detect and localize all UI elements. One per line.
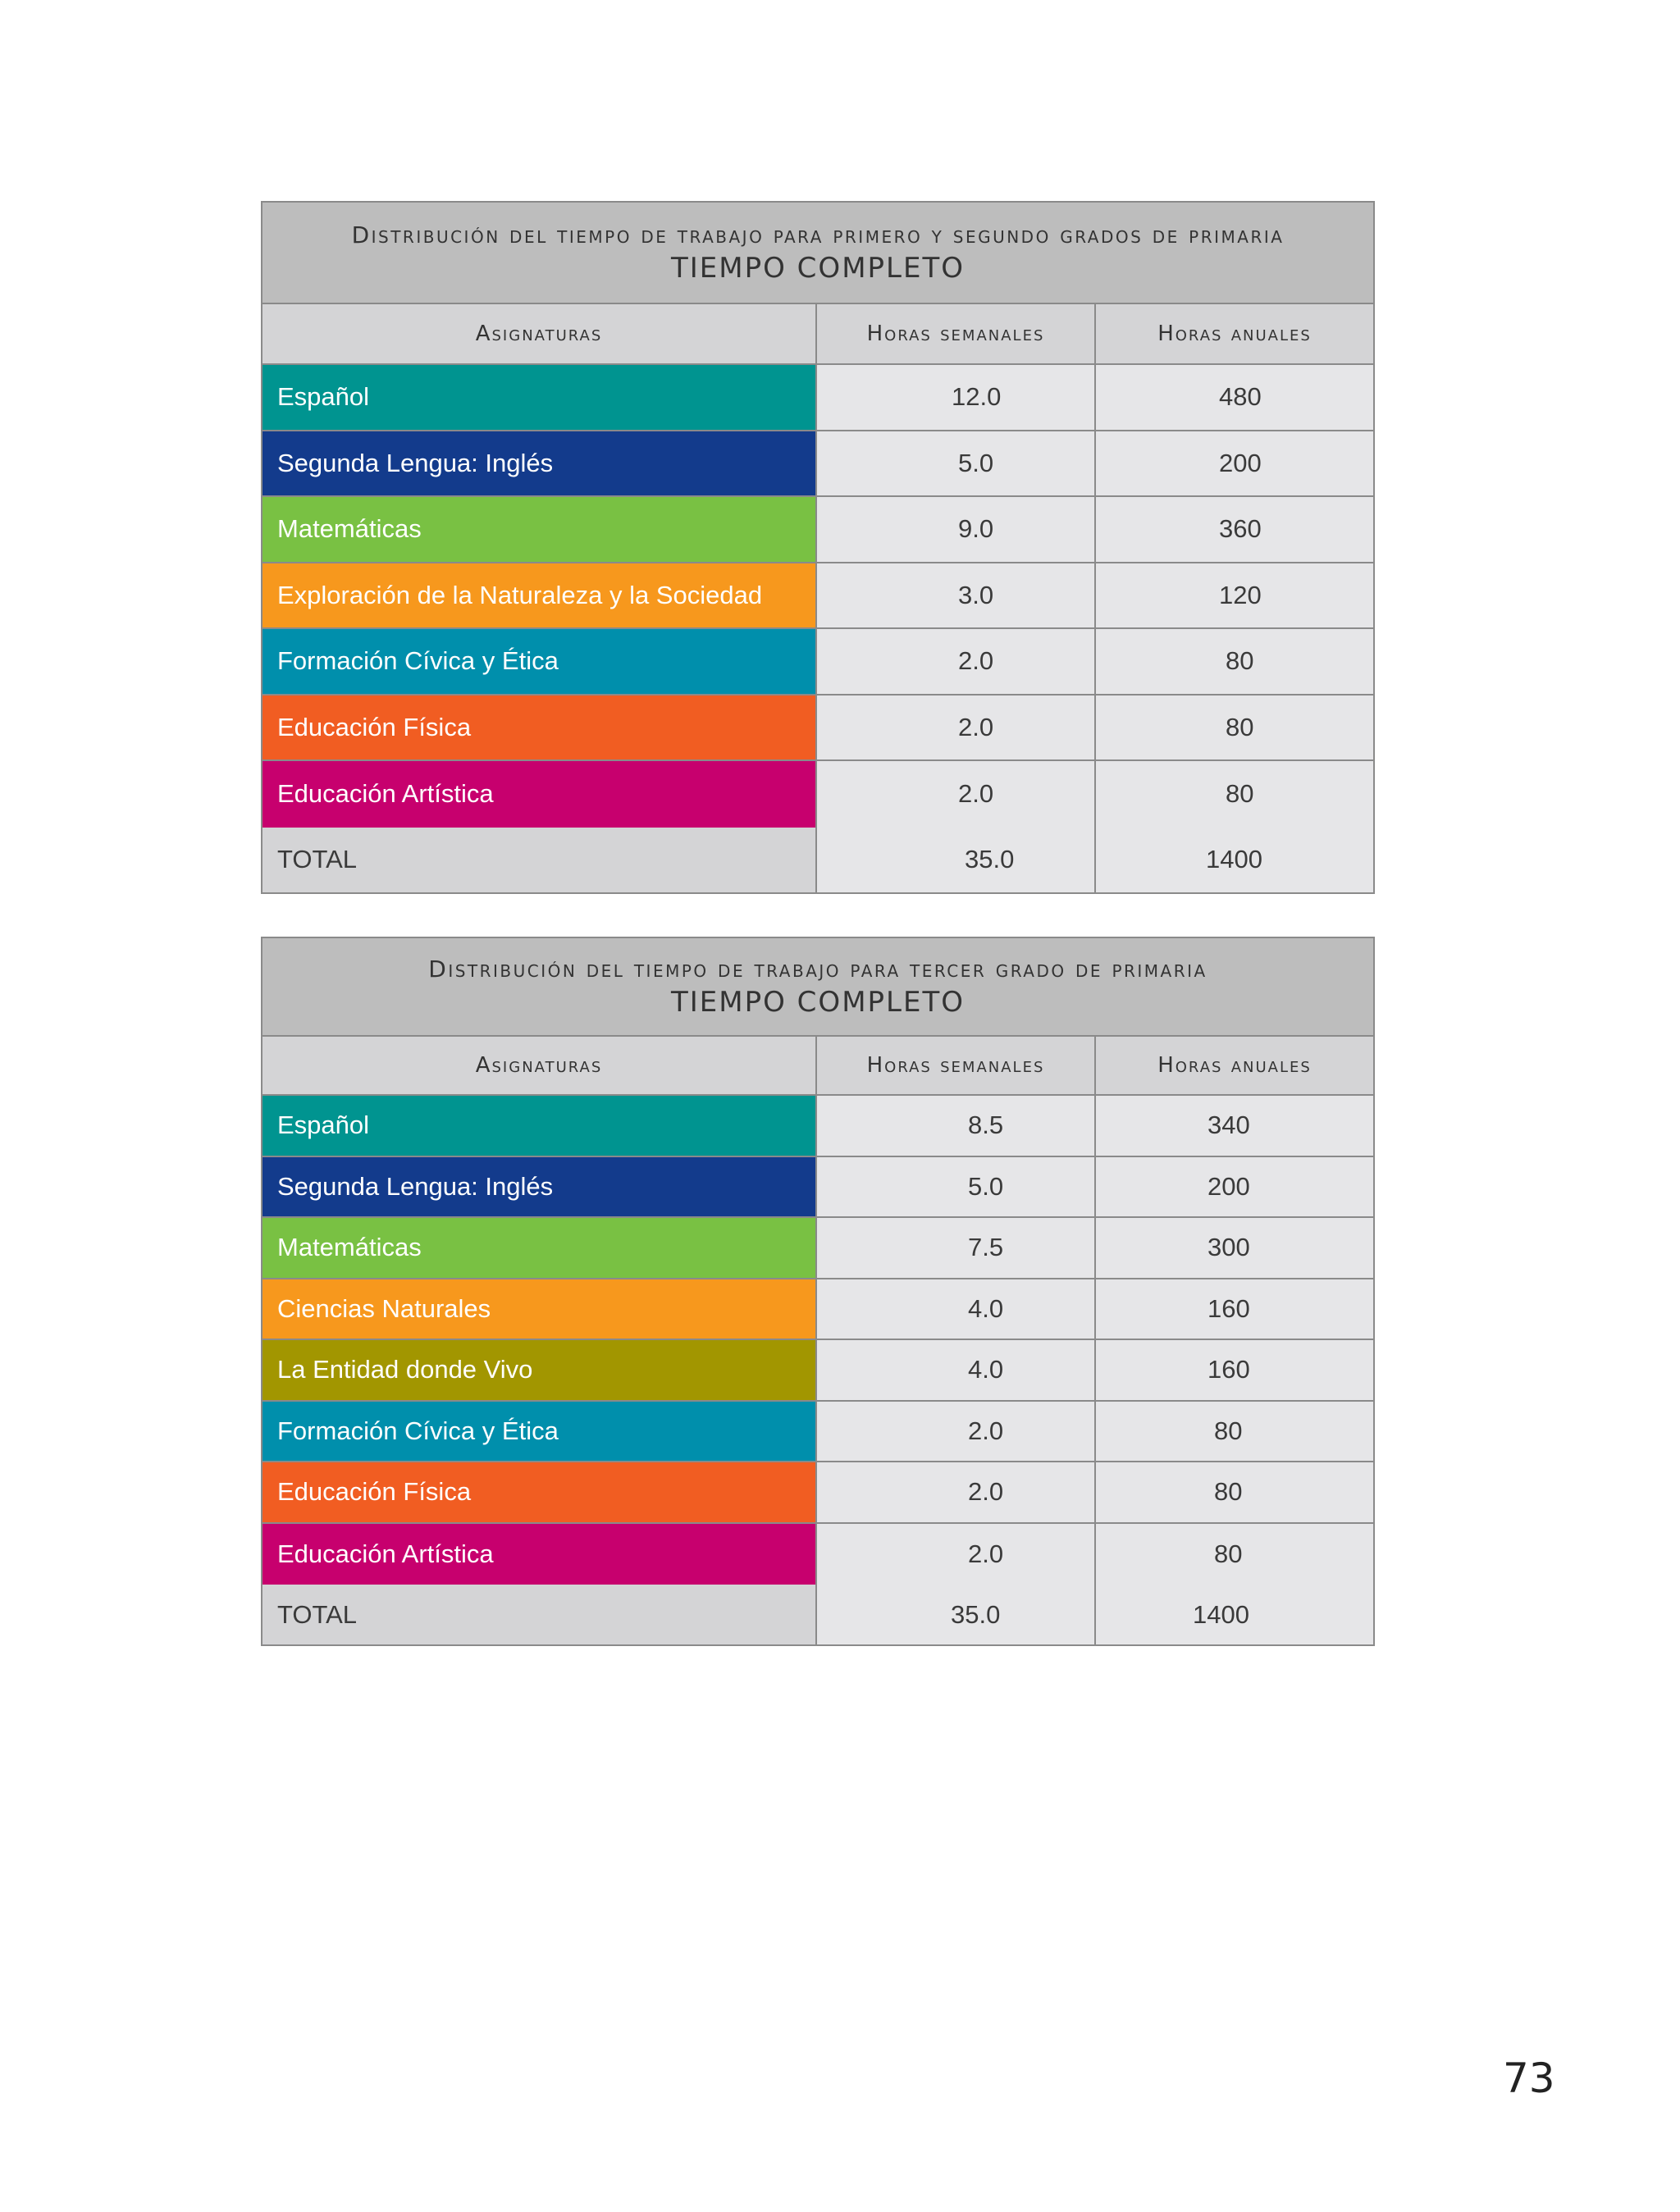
weekly-hours-cell: 2.0 (817, 1524, 1096, 1585)
weekly-hours-cell: 2.0 (817, 629, 1096, 694)
header-annual-hours: Horas anuales (1157, 322, 1312, 346)
subject-cell: Ciencias Naturales (262, 1279, 817, 1339)
weekly-hours-cell: 5.0 (817, 1157, 1096, 1217)
table-row (262, 365, 1373, 431)
table-row (262, 1096, 1373, 1157)
header-annual-hours: Horas anuales (1157, 1053, 1312, 1078)
total-weekly: 35.0 (817, 828, 1096, 892)
subject-cell: Exploración de la Naturaleza y la Sociedad (262, 563, 817, 628)
table-title-block (262, 203, 1373, 304)
subject-cell: Matemáticas (262, 1218, 817, 1278)
total-annual: 1400 (1096, 828, 1373, 892)
annual-hours-cell: 80 (1096, 761, 1373, 828)
subject-cell: Educación Física (262, 1462, 817, 1522)
annual-hours-cell: 80 (1096, 1524, 1373, 1585)
annual-hours-cell: 480 (1096, 365, 1373, 430)
annual-hours-cell: 200 (1096, 431, 1373, 496)
total-label: TOTAL (262, 1585, 817, 1644)
header-subjects: Asignaturas (262, 1037, 817, 1094)
weekly-hours-cell: 2.0 (817, 1402, 1096, 1462)
annual-hours-cell: 160 (1096, 1279, 1373, 1339)
weekly-hours-cell: 9.0 (817, 497, 1096, 562)
total-label: TOTAL (262, 828, 817, 892)
table-subtitle: TIEMPO COMPLETO (671, 985, 965, 1019)
subject-cell: La Entidad donde Vivo (262, 1340, 817, 1400)
annual-hours-cell: 200 (1096, 1157, 1373, 1217)
page-number: 73 (1503, 2055, 1555, 2102)
table-title: Distribución del tiempo de trabajo para tercer grado de primaria (428, 955, 1208, 983)
table-row (262, 1340, 1373, 1402)
subject-cell: Español (262, 365, 817, 430)
table-row (262, 1218, 1373, 1279)
weekly-hours-cell: 4.0 (817, 1279, 1096, 1339)
table-header-row (262, 304, 1373, 365)
weekly-hours-cell: 7.5 (817, 1218, 1096, 1278)
weekly-hours-cell: 2.0 (817, 761, 1096, 828)
table-row (262, 1462, 1373, 1524)
annual-hours-cell: 80 (1096, 696, 1373, 760)
subject-cell: Matemáticas (262, 497, 817, 562)
table-header-row (262, 1037, 1373, 1096)
subject-cell: Formación Cívica y Ética (262, 629, 817, 694)
weekly-hours-cell: 2.0 (817, 696, 1096, 760)
subject-cell: Educación Física (262, 696, 817, 760)
table-row (262, 696, 1373, 762)
header-subjects: Asignaturas (262, 304, 817, 363)
annual-hours-cell: 120 (1096, 563, 1373, 628)
header-weekly-hours: Horas semanales (817, 304, 1096, 363)
weekly-hours-cell: 2.0 (817, 1462, 1096, 1522)
table-row (262, 563, 1373, 630)
annual-hours-cell: 80 (1096, 1462, 1373, 1522)
table-body (262, 365, 1373, 828)
annual-hours-cell: 300 (1096, 1218, 1373, 1278)
table-subtitle: TIEMPO COMPLETO (671, 251, 965, 285)
subject-cell: Educación Artística (262, 761, 817, 828)
subject-cell: Formación Cívica y Ética (262, 1402, 817, 1462)
annual-hours-cell: 80 (1096, 1402, 1373, 1462)
table-body (262, 1096, 1373, 1585)
annual-hours-cell: 340 (1096, 1096, 1373, 1156)
weekly-hours-cell: 3.0 (817, 563, 1096, 628)
total-weekly: 35.0 (817, 1585, 1096, 1644)
table-row (262, 431, 1373, 498)
weekly-hours-cell: 4.0 (817, 1340, 1096, 1400)
table-row (262, 1157, 1373, 1219)
total-row (262, 828, 1373, 892)
annual-hours-cell: 160 (1096, 1340, 1373, 1400)
annual-hours-cell: 80 (1096, 629, 1373, 694)
table-title: Distribución del tiempo de trabajo para primero y segundo grados de primaria (351, 221, 1285, 249)
subject-cell: Segunda Lengua: Inglés (262, 1157, 817, 1217)
table-row (262, 1279, 1373, 1341)
subject-cell: Educación Artística (262, 1524, 817, 1585)
table-row (262, 1524, 1373, 1585)
table-row (262, 1402, 1373, 1463)
weekly-hours-cell: 5.0 (817, 431, 1096, 496)
total-row (262, 1585, 1373, 1644)
schedule-table-3-grade (261, 937, 1375, 1646)
table-row (262, 629, 1373, 696)
table-title-block (262, 938, 1373, 1037)
weekly-hours-cell: 8.5 (817, 1096, 1096, 1156)
table-row (262, 761, 1373, 828)
total-annual: 1400 (1096, 1585, 1373, 1644)
table-row (262, 497, 1373, 563)
schedule-table-1-2-grade (261, 201, 1375, 894)
weekly-hours-cell: 12.0 (817, 365, 1096, 430)
header-weekly-hours: Horas semanales (817, 1037, 1096, 1094)
subject-cell: Español (262, 1096, 817, 1156)
subject-cell: Segunda Lengua: Inglés (262, 431, 817, 496)
annual-hours-cell: 360 (1096, 497, 1373, 562)
